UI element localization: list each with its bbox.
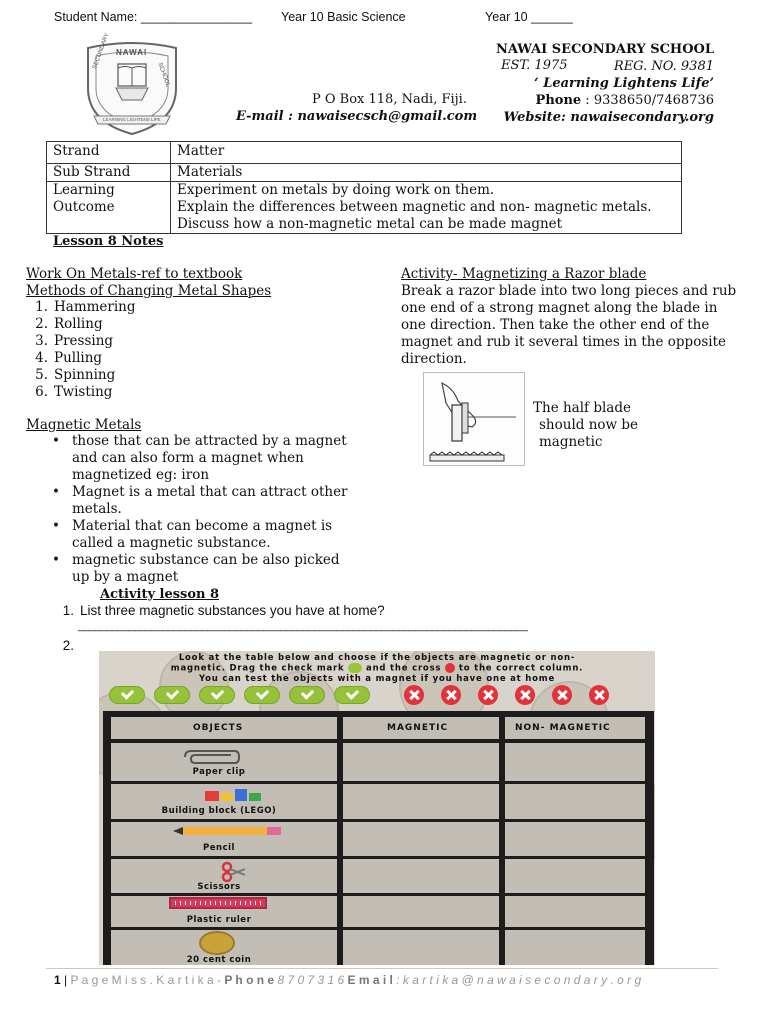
course-title: Year 10 Basic Science xyxy=(281,10,406,24)
crest-top-text: NAWAI xyxy=(116,48,148,57)
list-item: 4. Pulling xyxy=(35,350,103,366)
school-name: NAWAI SECONDARY SCHOOL xyxy=(495,42,714,57)
caption-line: should now be xyxy=(539,417,638,433)
object-label: Plastic ruler xyxy=(186,915,252,925)
footer-text: P a g e M i s s . K a r t i k a - xyxy=(70,973,225,987)
list-item: 1. Hammering xyxy=(35,299,136,315)
footer-email: : k a r t i k a @ n a w a i s e c o n d a r y . o r g xyxy=(392,973,642,987)
list-item: • magnetic substance can be also picked up by a magnet xyxy=(26,552,348,586)
strand-value: Matter xyxy=(171,142,682,164)
check-mark-token[interactable] xyxy=(334,686,370,704)
check-mark-token[interactable] xyxy=(109,686,145,704)
school-est: EST. 1975 xyxy=(501,58,568,73)
list-item: 3. Pressing xyxy=(35,333,114,349)
non-magnetic-drop-column[interactable] xyxy=(505,743,645,965)
method-text: Hammering xyxy=(54,299,136,315)
object-label: Building block (LEGO) xyxy=(161,806,277,816)
question-number: 1. xyxy=(62,603,74,618)
column-header-non-magnetic: NON- MAGNETIC xyxy=(515,723,611,733)
list-item: 2. Rolling xyxy=(35,316,103,332)
cross-token[interactable] xyxy=(589,685,609,705)
pencil-icon xyxy=(173,825,283,841)
footer-separator: | xyxy=(60,973,71,987)
answer-line[interactable]: ________________________________________________________________________________ xyxy=(78,620,528,632)
bullet-line: up by a magnet xyxy=(72,569,179,585)
crest-motto-ribbon: LEARNING LIGHTENS LIFE xyxy=(103,117,161,122)
object-label: 20 cent coin xyxy=(186,955,252,965)
object-label: Pencil xyxy=(203,843,235,853)
cross-token[interactable] xyxy=(441,685,461,705)
bullet-line: Material that can become a magnet is xyxy=(72,518,333,534)
razor-blade-illustration xyxy=(423,372,525,466)
paragraph-line: direction. xyxy=(401,351,467,367)
lesson-title: Lesson 8 Notes xyxy=(53,234,164,249)
paper-clip-icon xyxy=(181,749,241,769)
check-mark-token[interactable] xyxy=(199,686,235,704)
bullet-line: and can also form a magnet when xyxy=(72,450,304,466)
paragraph-line: magnet and rub it several times in the opposite xyxy=(401,334,726,350)
object-label: Scissors xyxy=(197,882,241,892)
crest-left-text: SECONDARY xyxy=(92,32,111,71)
paragraph-line: Break a razor blade into two long pieces and rub xyxy=(401,283,737,299)
activity-title: Activity lesson 8 xyxy=(100,587,220,602)
list-item: • Magnet is a metal that can attract other metals. xyxy=(52,484,348,517)
magnet-sorting-activity xyxy=(99,651,655,965)
outcome-row xyxy=(47,182,682,234)
list-item: 5. Spinning xyxy=(35,367,116,383)
strand-label: Strand xyxy=(47,142,171,164)
check-mark-token[interactable] xyxy=(154,686,190,704)
cross-token[interactable] xyxy=(478,685,498,705)
bullet-line: called a magnetic substance. xyxy=(72,535,271,551)
student-name-field: Student Name: ________________ xyxy=(54,10,253,24)
magnetic-metals-list xyxy=(26,433,348,586)
question-1: List three magnetic substances you have at home? xyxy=(80,603,385,618)
method-text: Rolling xyxy=(54,316,103,332)
sub-strand-row xyxy=(47,164,682,182)
school-reg: REG. NO. 9381 xyxy=(613,59,714,74)
bullet-line: metals. xyxy=(72,501,122,517)
column-header-objects: OBJECTS xyxy=(193,723,244,733)
magnetizing-heading: Activity- Magnetizing a Razor blade xyxy=(401,266,647,282)
ruler-icon xyxy=(169,897,267,909)
work-on-metals-heading: Work On Metals-ref to textbook xyxy=(26,266,243,282)
footer-phone: 8 7 0 7 3 1 6 xyxy=(274,973,348,987)
method-text: Pulling xyxy=(54,350,103,366)
instruction-line: Look at the table below and choose if the objects are magnetic or non- xyxy=(178,653,576,663)
sub-strand-value: Materials xyxy=(171,164,682,182)
methods-heading: Methods of Changing Metal Shapes xyxy=(26,283,272,299)
crest-right-text: SCHOOL xyxy=(156,62,171,88)
bullet-line: magnetized eg: iron xyxy=(72,467,210,483)
check-mark-token[interactable] xyxy=(289,686,325,704)
bullet-line: magnetic substance can be also picked xyxy=(72,552,340,568)
phone-label: Phone xyxy=(535,93,582,108)
methods-list xyxy=(26,299,136,401)
paragraph-line: one direction. Then take the other end of the xyxy=(401,317,710,333)
lesson-info-table xyxy=(46,141,682,234)
sub-strand-label: Sub Strand xyxy=(47,164,171,182)
page-footer xyxy=(54,973,641,987)
cross-icon xyxy=(445,663,455,673)
outcome-label-line: Outcome xyxy=(53,199,115,215)
footer-divider xyxy=(46,968,718,969)
instruction-part: to the correct column. xyxy=(458,663,584,674)
method-text: Spinning xyxy=(54,367,116,383)
page-number: 1 xyxy=(54,973,61,987)
coin-icon xyxy=(199,931,235,955)
outcome-item: Experiment on metals by doing work on them. xyxy=(177,182,495,198)
list-item: 6. Twisting xyxy=(35,384,113,400)
blade-caption xyxy=(533,400,638,451)
magnetizing-text xyxy=(401,283,736,368)
draggable-tokens xyxy=(99,685,655,705)
list-item: • those that can be attracted by a magnet and can also form a magnet when magnetized eg: iron xyxy=(52,433,347,483)
school-motto: ‘ Learning Lightens Life’ xyxy=(534,76,714,91)
lego-block-icon xyxy=(203,785,263,807)
activity-instructions xyxy=(99,651,655,684)
check-mark-icon xyxy=(348,663,362,673)
year-field: Year 10 ______ xyxy=(485,10,573,24)
object-label: Paper clip xyxy=(192,767,246,777)
po-box: P O Box 118, Nadi, Fiji. xyxy=(312,92,467,107)
check-mark-token[interactable] xyxy=(244,686,280,704)
list-item: • Material that can become a magnet is called a magnetic substance. xyxy=(26,518,348,552)
method-text: Twisting xyxy=(54,384,113,400)
method-text: Pressing xyxy=(54,333,114,349)
instruction-part: magnetic. Drag the check mark xyxy=(170,663,345,674)
school-email: E-mail : nawaisecsch@gmail.com xyxy=(236,109,478,124)
bullet-line: those that can be attracted by a magnet xyxy=(72,433,347,449)
school-website: Website: nawaisecondary.org xyxy=(503,110,714,125)
instruction-line: You can test the objects with a magnet if you have one at home xyxy=(198,673,556,684)
magnetic-drop-column[interactable] xyxy=(343,743,499,965)
footer-email-label: E m a i l xyxy=(347,973,393,987)
column-header-magnetic: MAGNETIC xyxy=(387,723,449,733)
school-crest-logo xyxy=(80,32,184,138)
outcome-value xyxy=(171,182,682,234)
cross-token[interactable] xyxy=(515,685,535,705)
outcome-label xyxy=(47,182,171,234)
instruction-line xyxy=(99,663,655,674)
outcome-item: Discuss how a non-magnetic metal can be made magnet xyxy=(177,216,563,232)
instruction-part: and the cross xyxy=(366,663,442,674)
outcome-label-line: Learning xyxy=(53,182,115,198)
cross-token[interactable] xyxy=(404,685,424,705)
caption-line: The half blade xyxy=(533,400,631,416)
cross-token[interactable] xyxy=(552,685,572,705)
magnetic-metals-heading: Magnetic Metals xyxy=(26,417,142,433)
outcome-item: Explain the differences between magnetic and non- magnetic metals. xyxy=(177,199,652,215)
sorting-table xyxy=(103,711,654,965)
school-phone xyxy=(536,92,714,109)
question-number: 2. xyxy=(62,638,74,653)
bullet-line: Magnet is a metal that can attract other xyxy=(72,484,348,500)
strand-row xyxy=(47,142,682,164)
caption-line: magnetic xyxy=(539,434,603,450)
paragraph-line: one end of a strong magnet along the blade in xyxy=(401,300,718,316)
footer-phone-label: P h o n e xyxy=(224,973,275,987)
phone-number: : 9338650/7468736 xyxy=(581,93,714,108)
